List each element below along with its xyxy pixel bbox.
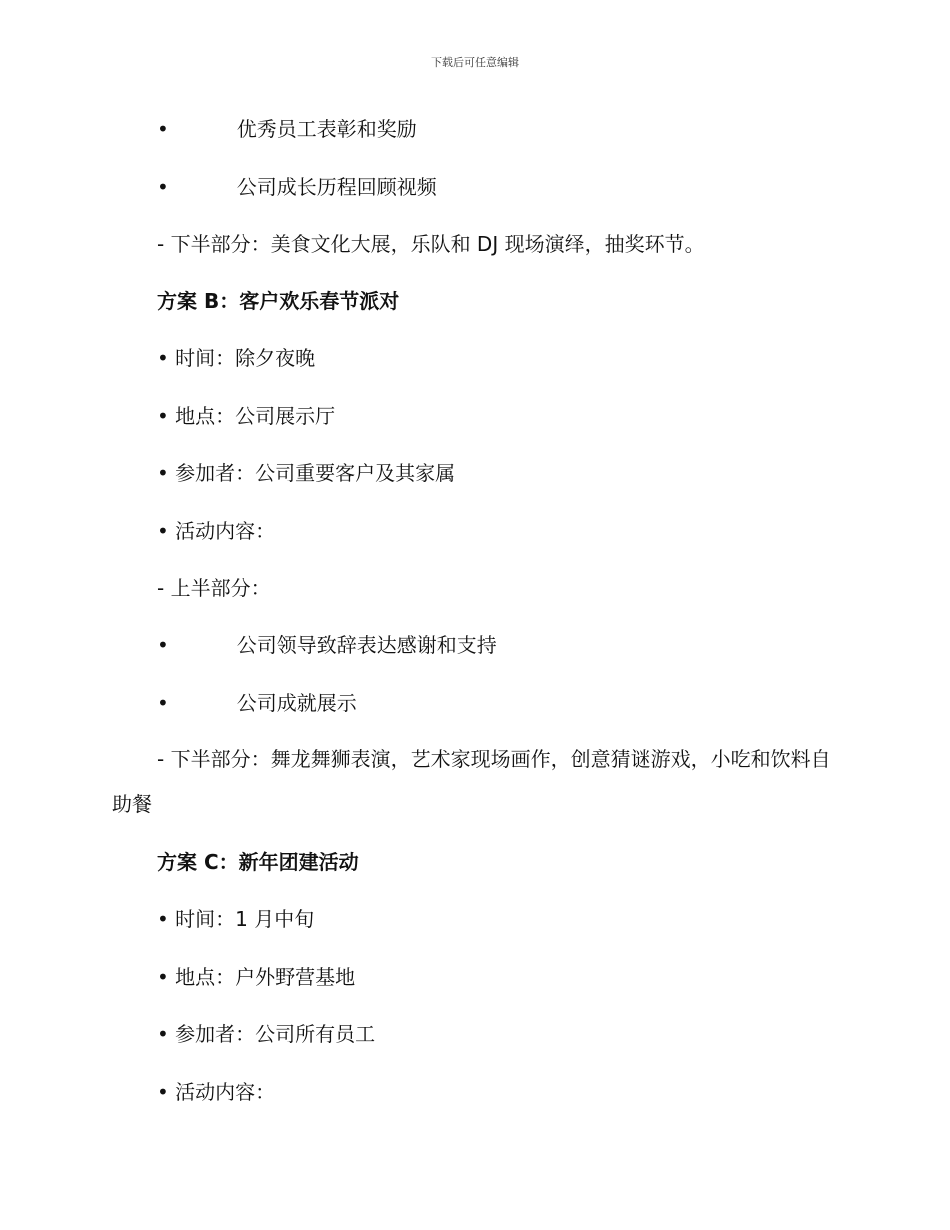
bullet-text: 公司成就展示: [236, 691, 357, 715]
plan-b-upper-half: - 上半部分：: [157, 576, 271, 600]
plan-b-lower-half: - 下半部分：舞龙舞狮表演，艺术家现场画作，创意猜谜游戏，小吃和饮料自助餐: [112, 747, 831, 816]
plan-b-participants: • 参加者：公司重要客户及其家属: [157, 461, 456, 485]
bullet-marker: •: [157, 117, 169, 141]
page-header: 下载后可任意编辑: [431, 56, 519, 69]
plan-b-time: • 时间：除夕夜晚: [157, 346, 316, 370]
plan-b-content-label: • 活动内容：: [157, 519, 276, 543]
bullet-item-achievements: [157, 691, 357, 715]
bullet-item-video: [157, 175, 437, 199]
plan-c-time: • 时间：1 月中旬: [157, 907, 315, 931]
plan-c-place: • 地点：户外野营基地: [157, 965, 356, 989]
bullet-item-award: [157, 117, 417, 141]
bullet-marker: •: [157, 691, 169, 715]
bullet-text: 优秀员工表彰和奖励: [236, 117, 417, 141]
plan-b-place: • 地点：公司展示厅: [157, 404, 336, 428]
bullet-marker: •: [157, 175, 169, 199]
bullet-text: 公司成长历程回顾视频: [236, 175, 437, 199]
bullet-item-speech: [157, 633, 497, 657]
plan-b-heading: 方案 B：客户欢乐春节派对: [157, 289, 400, 313]
plan-c-content-label: • 活动内容：: [157, 1080, 276, 1104]
bullet-text: 公司领导致辞表达感谢和支持: [236, 633, 497, 657]
bullet-marker: •: [157, 633, 169, 657]
plan-c-heading: 方案 C：新年团建活动: [157, 850, 359, 874]
plan-c-participants: • 参加者：公司所有员工: [157, 1022, 376, 1046]
lower-half-a: - 下半部分：美食文化大展，乐队和 DJ 现场演绎，抽奖环节。: [157, 232, 705, 256]
